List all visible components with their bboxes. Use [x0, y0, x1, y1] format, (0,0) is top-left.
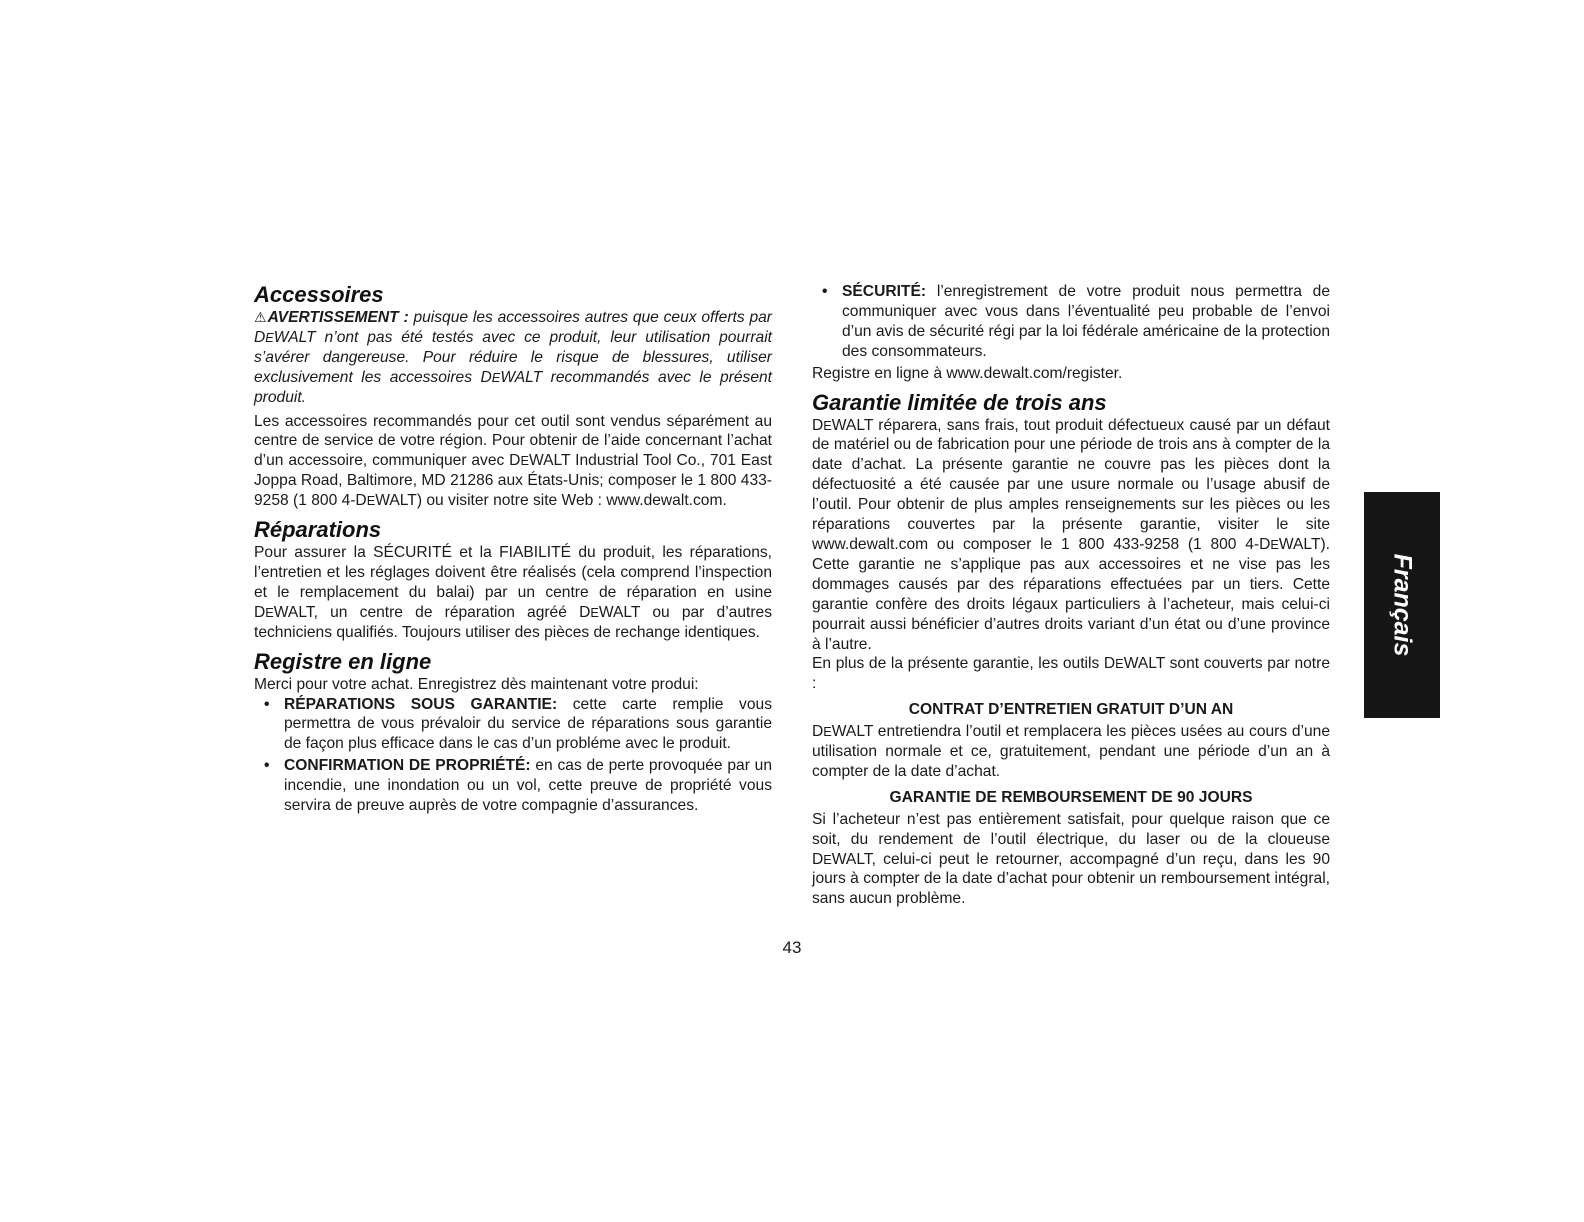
- warning-icon: ⚠: [254, 309, 267, 325]
- reparations-heading: Réparations: [254, 517, 382, 543]
- side-tab-label: Français: [1388, 553, 1417, 657]
- accessoires-body: Les accessoires recommandés pour cet outil sont vendus séparément au centre de service de votre région. Pour obtenir de l’aide concernant l’achat d’un accessoire, communiquer avec DEWALT Industrial Tool Co., 701 East Joppa Road, Baltimore, MD 21286 aux États-Unis; composer le 1 800 433-9258 (1 800 4-DEWALT) ou visiter notre site Web : www.dewalt.com.: [254, 412, 772, 510]
- list-item: • SÉCURITÉ: l’enregistrement de votre produit nous permettra de communiquer avec vous dans l’éventualité peu probable de l’envoi d’un avis de sécurité régi par la loi fédérale américaine de la protection des consommateurs.: [812, 282, 1330, 362]
- contrat-body: DEWALT entretiendra l’outil et remplacera les pièces usées au cours d’une utilisation normale et ce, gratuitement, pendant une période d’un an à compter de la date d’achat.: [812, 723, 1330, 780]
- left-column: [254, 282, 772, 818]
- garantie-heading: Garantie limitée de trois ans: [812, 389, 1107, 415]
- garantie-body: DEWALT réparera, sans frais, tout produit défectueux causé par un défaut de matériel ou de fabrication pour une période de trois ans à compter de la date d’achat. La présente garantie ne couvre pas les pièces dont la défectuosité a été causée par une usure normale ou l’usage abusif de l’outil. Pour obtenir de plus amples renseignements sur les pièces ou les réparations couvertes par la présente garantie, visiter le site www.dewalt.com ou composer le 1 800 433-9258 (1 800 4-DEWALT). Cette garantie ne s’applique pas aux accessoires et ne vise pas les dommages causés par des réparations effectuées par un tiers. Cette garantie confère des droits légaux particuliers à l’acheteur, mais celui-ci pourrait aussi bénéficier d’autres droits variant d’un état ou d’une province à l’autre.: [812, 416, 1330, 653]
- registre-intro: Merci pour votre achat. Enregistrez dès maintenant votre produi:: [254, 675, 699, 693]
- accessoires-warning: ⚠AVERTISSEMENT : puisque les accessoires autres que ceux offerts par DEWALT n’ont pas été testés avec ce produit, leur utilisation pourrait s’avérer dangereuse. Pour réduire le risque de blessures, utiliser exclusivement les accessoires DEWALT recommandés avec le présent produit.: [254, 309, 772, 406]
- garantie-body-2: En plus de la présente garantie, les outils DEWALT sont couverts par notre :: [812, 655, 1330, 693]
- remboursement-body: Si l’acheteur n’est pas entièrement satisfait, pour quelque raison que ce soit, du rendement de l’outil électrique, du laser ou de la cloueuse DEWALT, celui-ci peut le retourner, accompagné d’un reçu, dans les 90 jours à compter de la date d’achat pour obtenir un remboursement intégral, sans aucun problème.: [812, 810, 1330, 908]
- registre-list: [254, 695, 772, 816]
- list-item: • CONFIRMATION DE PROPRIÉTÉ: en cas de perte provoquée par un incendie, une inondation ou un vol, cette preuve de propriété vous servira de preuve auprès de votre compagnie d’assurances.: [254, 756, 772, 816]
- language-side-tab: [1364, 492, 1440, 718]
- reparations-body: Pour assurer la SÉCURITÉ et la FIABILITÉ du produit, les réparations, l’entretien et les réglages doivent être réalisés (cela comprend l’inspection et le remplacement du balai) par un centre de réparation en usine DEWALT, un centre de réparation agréé DEWALT ou par d’autres techniciens qualifiés. Toujours utiliser des pièces de rechange identiques.: [254, 544, 772, 641]
- accessoires-heading: Accessoires: [254, 282, 384, 307]
- warning-label: AVERTISSEMENT :: [267, 309, 409, 326]
- list-item: • RÉPARATIONS SOUS GARANTIE: cette carte remplie vous permettra de vous prévaloir du service de réparations sous garantie de façon plus efficace dans le cas d’un probléme avec le produit.: [254, 695, 772, 755]
- securite-list: [812, 282, 1330, 362]
- page-number: 43: [782, 938, 802, 957]
- right-column: [812, 282, 1330, 909]
- registre-heading: Registre en ligne: [254, 648, 432, 674]
- register-line: Registre en ligne à www.dewalt.com/register.: [812, 364, 1123, 382]
- remboursement-heading: GARANTIE DE REMBOURSEMENT DE 90 JOURS: [889, 788, 1253, 806]
- contrat-heading: CONTRAT D’ENTRETIEN GRATUIT D’UN AN: [908, 701, 1234, 719]
